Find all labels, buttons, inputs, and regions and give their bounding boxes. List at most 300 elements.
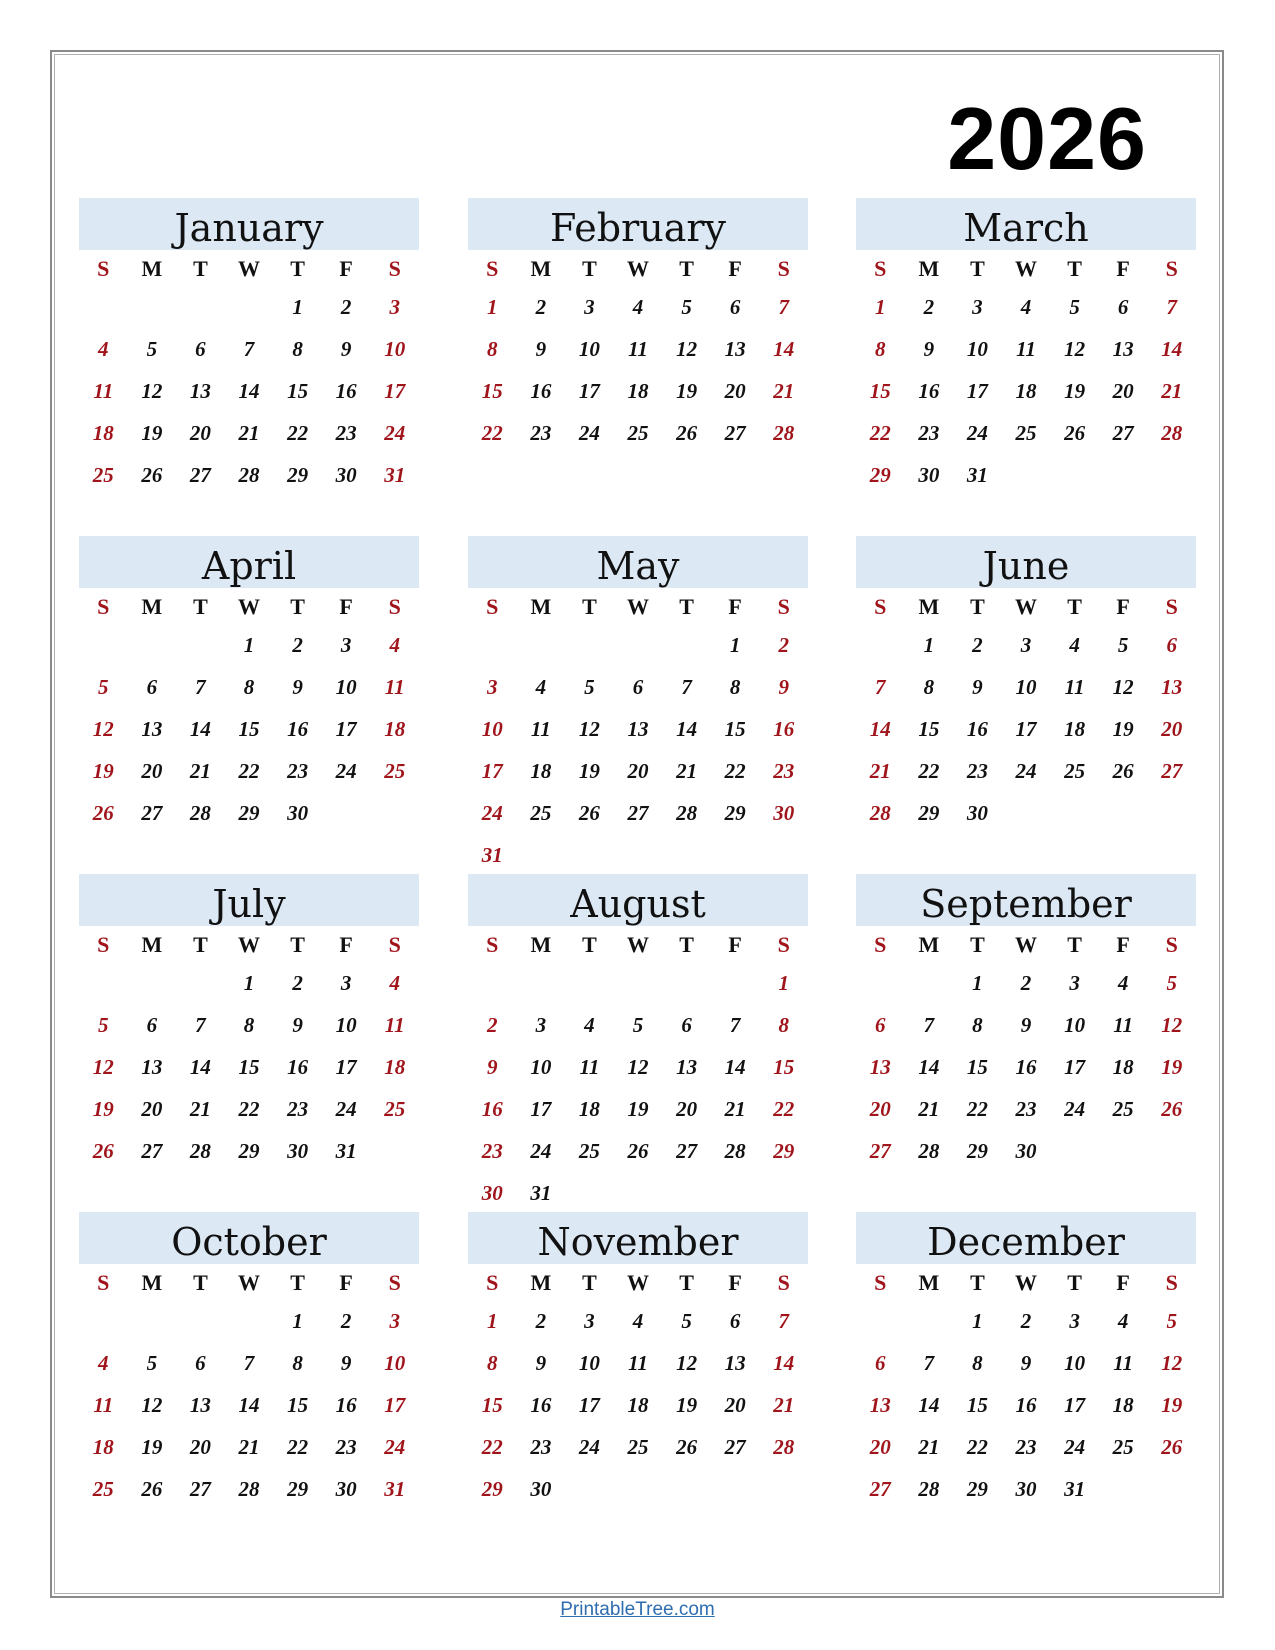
- day-cell: 8: [972, 1351, 983, 1375]
- day-cell: 30: [481, 1181, 503, 1205]
- day-cell: 19: [1161, 1055, 1183, 1079]
- day-cell: 5: [584, 675, 595, 699]
- month-march: [856, 198, 1196, 498]
- weekday-header-row: [856, 588, 1196, 626]
- day-cell: 16: [530, 379, 552, 403]
- day-cell: 30: [287, 1139, 309, 1163]
- day-cell: 10: [578, 1351, 600, 1375]
- day-cell: 5: [146, 337, 158, 361]
- day-cell: 20: [724, 1393, 746, 1417]
- day-cell: 4: [389, 971, 400, 995]
- day-cell: 3: [535, 1013, 547, 1037]
- weekday-header: S: [486, 594, 499, 619]
- day-cell: 26: [1112, 759, 1134, 783]
- day-cell: 30: [773, 801, 795, 825]
- weekday-header-row: [856, 1264, 1196, 1302]
- day-cell: 24: [1064, 1435, 1086, 1459]
- day-cell: 22: [966, 1097, 988, 1121]
- day-cell: 19: [676, 379, 698, 403]
- day-cell: 17: [578, 379, 600, 403]
- day-cell: 18: [1112, 1055, 1134, 1079]
- day-cell: 27: [1161, 759, 1183, 783]
- weekday-header: T: [290, 256, 305, 281]
- day-cell: 1: [487, 1309, 498, 1333]
- day-cell: 18: [627, 1393, 649, 1417]
- day-cell: 19: [141, 421, 163, 445]
- day-cell: 29: [287, 463, 309, 487]
- day-cell: 10: [335, 1013, 357, 1037]
- day-cell: 29: [966, 1477, 988, 1501]
- day-cell: 30: [287, 801, 309, 825]
- empty-cell: [176, 964, 225, 1006]
- day-cell: 18: [92, 1435, 114, 1459]
- day-cell: 26: [676, 421, 698, 445]
- day-cell: 1: [778, 971, 789, 995]
- day-cell: 11: [1016, 337, 1036, 361]
- day-cell: 7: [923, 1351, 935, 1375]
- weekday-header: T: [1067, 256, 1082, 281]
- day-cell: 11: [384, 675, 405, 699]
- day-cell: 28: [1161, 421, 1183, 445]
- day-cell: 22: [481, 1435, 503, 1459]
- footer-link[interactable]: PrintableTree.com: [560, 1599, 715, 1620]
- day-cell: 14: [869, 717, 891, 741]
- day-cell: 20: [627, 759, 649, 783]
- day-cell: 23: [773, 759, 795, 783]
- weekday-header: W: [626, 1270, 649, 1295]
- month-name: February: [468, 198, 808, 250]
- day-cell: 21: [238, 421, 260, 445]
- day-cell: 17: [481, 759, 503, 783]
- day-cell: 10: [481, 717, 503, 741]
- weekday-header: W: [237, 256, 260, 281]
- month-name: August: [468, 874, 808, 926]
- day-cell: 2: [778, 633, 789, 657]
- day-cell: 5: [146, 1351, 158, 1375]
- day-cell: 9: [778, 675, 789, 699]
- weekday-header: M: [530, 1270, 552, 1295]
- weekday-header: F: [728, 256, 742, 281]
- day-cell: 22: [773, 1097, 795, 1121]
- day-cell: 10: [1015, 675, 1037, 699]
- day-cell: 28: [773, 1435, 795, 1459]
- day-cell: 15: [918, 717, 940, 741]
- weekday-header: W: [1014, 256, 1037, 281]
- day-cell: 23: [530, 421, 552, 445]
- weekday-header: F: [339, 256, 353, 281]
- day-cell: 30: [335, 463, 357, 487]
- day-cell: 25: [530, 801, 552, 825]
- day-cell: 19: [1112, 717, 1134, 741]
- day-cell: 26: [92, 1139, 114, 1163]
- day-cell: 27: [141, 801, 163, 825]
- day-cell: 27: [1112, 421, 1134, 445]
- empty-cell: [905, 964, 954, 1006]
- weekday-header: S: [486, 1270, 499, 1295]
- day-cell: 2: [340, 295, 352, 319]
- empty-cell: [517, 626, 566, 668]
- empty-cell: [128, 1302, 177, 1344]
- day-grid: [856, 964, 1196, 1174]
- day-cell: 3: [389, 295, 400, 319]
- weekday-header: M: [141, 594, 163, 619]
- day-cell: 21: [676, 759, 698, 783]
- weekday-header: S: [777, 256, 790, 281]
- day-cell: 1: [875, 295, 886, 319]
- day-cell: 4: [1117, 971, 1129, 995]
- day-cell: 26: [1064, 421, 1086, 445]
- weekday-header: M: [918, 256, 940, 281]
- day-cell: 3: [1069, 1309, 1080, 1333]
- day-cell: 9: [1020, 1351, 1032, 1375]
- day-cell: 15: [481, 379, 503, 403]
- day-grid: [468, 1302, 808, 1512]
- day-cell: 15: [773, 1055, 795, 1079]
- day-cell: 13: [189, 379, 211, 403]
- day-cell: 22: [287, 1435, 309, 1459]
- day-cell: 22: [238, 759, 260, 783]
- day-cell: 11: [384, 1013, 405, 1037]
- day-cell: 24: [530, 1139, 552, 1163]
- empty-cell: [79, 288, 128, 330]
- day-cell: 2: [972, 633, 983, 657]
- day-cell: 9: [292, 1013, 303, 1037]
- day-cell: 24: [481, 801, 503, 825]
- day-cell: 18: [627, 379, 649, 403]
- day-cell: 19: [578, 759, 600, 783]
- weekday-header: S: [97, 932, 110, 957]
- month-october: [79, 1212, 419, 1512]
- day-cell: 4: [98, 337, 109, 361]
- day-cell: 10: [384, 1351, 406, 1375]
- weekday-header: T: [290, 1270, 305, 1295]
- day-cell: 17: [335, 1055, 357, 1079]
- weekday-header: M: [918, 932, 940, 957]
- day-cell: 29: [724, 801, 746, 825]
- day-cell: 26: [141, 463, 163, 487]
- day-cell: 9: [923, 337, 935, 361]
- weekday-header: T: [1067, 594, 1082, 619]
- day-cell: 5: [681, 295, 692, 319]
- day-cell: 21: [238, 1435, 260, 1459]
- day-cell: 6: [632, 675, 644, 699]
- empty-cell: [565, 626, 614, 668]
- day-cell: 16: [966, 717, 988, 741]
- weekday-header: T: [582, 932, 597, 957]
- day-cell: 20: [869, 1435, 891, 1459]
- day-cell: 5: [1166, 1309, 1177, 1333]
- month-january: [79, 198, 419, 498]
- empty-cell: [128, 964, 177, 1006]
- day-cell: 7: [243, 337, 255, 361]
- day-cell: 11: [93, 1393, 114, 1417]
- weekday-header-row: [79, 588, 419, 626]
- empty-cell: [176, 288, 225, 330]
- weekday-header: F: [1116, 594, 1130, 619]
- weekday-header: F: [728, 1270, 742, 1295]
- day-cell: 22: [287, 421, 309, 445]
- day-cell: 10: [1064, 1013, 1086, 1037]
- day-cell: 19: [627, 1097, 649, 1121]
- day-cell: 30: [530, 1477, 552, 1501]
- day-cell: 8: [292, 337, 303, 361]
- day-cell: 22: [238, 1097, 260, 1121]
- empty-cell: [662, 964, 711, 1006]
- empty-cell: [856, 1302, 905, 1344]
- day-cell: 21: [773, 1393, 795, 1417]
- day-cell: 28: [724, 1139, 746, 1163]
- day-cell: 11: [530, 717, 551, 741]
- weekday-header: M: [918, 594, 940, 619]
- day-cell: 25: [1015, 421, 1037, 445]
- day-cell: 6: [681, 1013, 692, 1037]
- weekday-header: F: [339, 1270, 353, 1295]
- empty-cell: [468, 964, 517, 1006]
- day-cell: 7: [778, 295, 789, 319]
- day-cell: 25: [627, 1435, 649, 1459]
- day-cell: 27: [724, 1435, 746, 1459]
- day-grid: [856, 288, 1196, 498]
- day-cell: 7: [1166, 295, 1177, 319]
- weekday-header: T: [970, 256, 985, 281]
- day-cell: 1: [243, 633, 255, 657]
- month-name: December: [856, 1212, 1196, 1264]
- month-name: July: [79, 874, 419, 926]
- weekday-header: S: [388, 1270, 401, 1295]
- weekday-header: M: [530, 932, 552, 957]
- day-cell: 6: [875, 1351, 886, 1375]
- day-cell: 12: [92, 717, 114, 741]
- day-cell: 30: [1015, 1477, 1037, 1501]
- day-cell: 14: [1161, 337, 1183, 361]
- day-cell: 2: [292, 971, 303, 995]
- weekday-header: S: [486, 256, 499, 281]
- weekday-header: T: [193, 932, 208, 957]
- month-february: [468, 198, 808, 456]
- day-cell: 22: [724, 759, 746, 783]
- day-cell: 6: [195, 1351, 206, 1375]
- day-cell: 18: [1064, 717, 1086, 741]
- month-april: [79, 536, 419, 836]
- day-cell: 13: [189, 1393, 211, 1417]
- empty-cell: [856, 626, 905, 668]
- day-cell: 5: [1117, 633, 1129, 657]
- day-cell: 14: [918, 1393, 940, 1417]
- day-cell: 15: [238, 717, 260, 741]
- empty-cell: [176, 1302, 225, 1344]
- day-cell: 29: [869, 463, 891, 487]
- day-cell: 22: [869, 421, 891, 445]
- weekday-header: S: [1165, 1270, 1178, 1295]
- day-cell: 31: [335, 1139, 357, 1163]
- weekday-header: S: [1165, 594, 1178, 619]
- day-cell: 25: [384, 1097, 406, 1121]
- day-cell: 6: [146, 675, 158, 699]
- day-cell: 23: [481, 1139, 503, 1163]
- day-cell: 7: [729, 1013, 741, 1037]
- weekday-header: F: [728, 594, 742, 619]
- day-cell: 2: [923, 295, 935, 319]
- day-grid: [79, 964, 419, 1174]
- day-cell: 19: [1161, 1393, 1183, 1417]
- day-cell: 7: [778, 1309, 789, 1333]
- empty-cell: [176, 626, 225, 668]
- day-cell: 14: [773, 1351, 795, 1375]
- day-cell: 14: [918, 1055, 940, 1079]
- weekday-header: M: [918, 1270, 940, 1295]
- day-cell: 24: [578, 421, 600, 445]
- weekday-header: T: [582, 594, 597, 619]
- day-cell: 23: [287, 1097, 309, 1121]
- empty-cell: [856, 964, 905, 1006]
- empty-cell: [905, 1302, 954, 1344]
- day-cell: 24: [1064, 1097, 1086, 1121]
- day-cell: 5: [632, 1013, 644, 1037]
- day-cell: 27: [724, 421, 746, 445]
- weekday-header-row: [79, 250, 419, 288]
- day-cell: 8: [487, 1351, 498, 1375]
- month-name: March: [856, 198, 1196, 250]
- day-cell: 6: [1166, 633, 1177, 657]
- month-name: September: [856, 874, 1196, 926]
- month-name: January: [79, 198, 419, 250]
- day-cell: 29: [966, 1139, 988, 1163]
- day-cell: 4: [1020, 295, 1032, 319]
- month-name: November: [468, 1212, 808, 1264]
- day-cell: 28: [869, 801, 891, 825]
- weekday-header: T: [193, 256, 208, 281]
- day-cell: 26: [1161, 1435, 1183, 1459]
- day-cell: 4: [389, 633, 400, 657]
- weekday-header: F: [339, 594, 353, 619]
- day-cell: 2: [292, 633, 303, 657]
- weekday-header: M: [141, 256, 163, 281]
- weekday-header: S: [486, 932, 499, 957]
- empty-cell: [79, 626, 128, 668]
- day-cell: 12: [141, 1393, 163, 1417]
- day-cell: 17: [1064, 1393, 1086, 1417]
- day-cell: 6: [146, 1013, 158, 1037]
- day-cell: 15: [869, 379, 891, 403]
- day-cell: 31: [1064, 1477, 1086, 1501]
- day-cell: 17: [1064, 1055, 1086, 1079]
- day-cell: 11: [93, 379, 114, 403]
- day-cell: 29: [773, 1139, 795, 1163]
- day-cell: 24: [384, 1435, 406, 1459]
- day-cell: 17: [1015, 717, 1037, 741]
- day-cell: 24: [578, 1435, 600, 1459]
- day-cell: 26: [141, 1477, 163, 1501]
- day-cell: 6: [875, 1013, 886, 1037]
- day-cell: 8: [292, 1351, 303, 1375]
- month-august: [468, 874, 808, 1216]
- day-cell: 4: [632, 1309, 644, 1333]
- day-cell: 9: [487, 1055, 498, 1079]
- day-cell: 1: [243, 971, 255, 995]
- day-cell: 10: [384, 337, 406, 361]
- day-cell: 19: [92, 1097, 114, 1121]
- day-cell: 28: [918, 1477, 940, 1501]
- day-cell: 14: [238, 1393, 260, 1417]
- empty-cell: [517, 964, 566, 1006]
- day-cell: 13: [676, 1055, 698, 1079]
- day-cell: 31: [530, 1181, 552, 1205]
- weekday-header: M: [141, 1270, 163, 1295]
- day-cell: 20: [141, 759, 163, 783]
- weekday-header: S: [1165, 932, 1178, 957]
- day-cell: 30: [1015, 1139, 1037, 1163]
- weekday-header: T: [290, 594, 305, 619]
- day-cell: 24: [384, 421, 406, 445]
- day-cell: 23: [918, 421, 940, 445]
- empty-cell: [128, 626, 177, 668]
- day-cell: 21: [773, 379, 795, 403]
- day-cell: 9: [1020, 1013, 1032, 1037]
- day-cell: 6: [1117, 295, 1129, 319]
- weekday-header: F: [1116, 1270, 1130, 1295]
- day-cell: 5: [98, 1013, 109, 1037]
- day-cell: 16: [287, 1055, 309, 1079]
- weekday-header: W: [626, 256, 649, 281]
- day-cell: 16: [481, 1097, 503, 1121]
- weekday-header: T: [290, 932, 305, 957]
- day-cell: 20: [676, 1097, 698, 1121]
- day-cell: 5: [1166, 971, 1177, 995]
- day-cell: 13: [141, 717, 163, 741]
- day-cell: 3: [487, 675, 498, 699]
- day-cell: 7: [243, 1351, 255, 1375]
- day-cell: 25: [1064, 759, 1086, 783]
- day-cell: 1: [487, 295, 498, 319]
- day-cell: 14: [238, 379, 260, 403]
- empty-cell: [79, 1302, 128, 1344]
- day-cell: 1: [729, 633, 741, 657]
- day-cell: 17: [530, 1097, 552, 1121]
- day-cell: 13: [724, 1351, 746, 1375]
- day-cell: 23: [335, 1435, 357, 1459]
- day-cell: 7: [195, 1013, 206, 1037]
- day-cell: 25: [92, 463, 114, 487]
- day-cell: 3: [1069, 971, 1080, 995]
- day-cell: 8: [243, 675, 255, 699]
- weekday-header-row: [468, 588, 808, 626]
- weekday-header: T: [970, 594, 985, 619]
- weekday-header: S: [777, 932, 790, 957]
- day-cell: 14: [189, 717, 211, 741]
- day-cell: 16: [918, 379, 940, 403]
- day-cell: 13: [869, 1055, 891, 1079]
- day-cell: 8: [923, 675, 935, 699]
- day-cell: 16: [530, 1393, 552, 1417]
- day-cell: 13: [1112, 337, 1134, 361]
- day-cell: 20: [141, 1097, 163, 1121]
- day-cell: 6: [195, 337, 206, 361]
- month-september: [856, 874, 1196, 1174]
- day-cell: 8: [875, 337, 886, 361]
- weekday-header: W: [1014, 932, 1037, 957]
- day-cell: 25: [92, 1477, 114, 1501]
- day-cell: 27: [869, 1477, 891, 1501]
- day-cell: 16: [335, 1393, 357, 1417]
- day-cell: 25: [578, 1139, 600, 1163]
- weekday-header: T: [679, 1270, 694, 1295]
- day-cell: 27: [627, 801, 649, 825]
- day-cell: 19: [92, 759, 114, 783]
- day-grid: [468, 626, 808, 878]
- month-name: June: [856, 536, 1196, 588]
- month-may: [468, 536, 808, 878]
- empty-cell: [128, 288, 177, 330]
